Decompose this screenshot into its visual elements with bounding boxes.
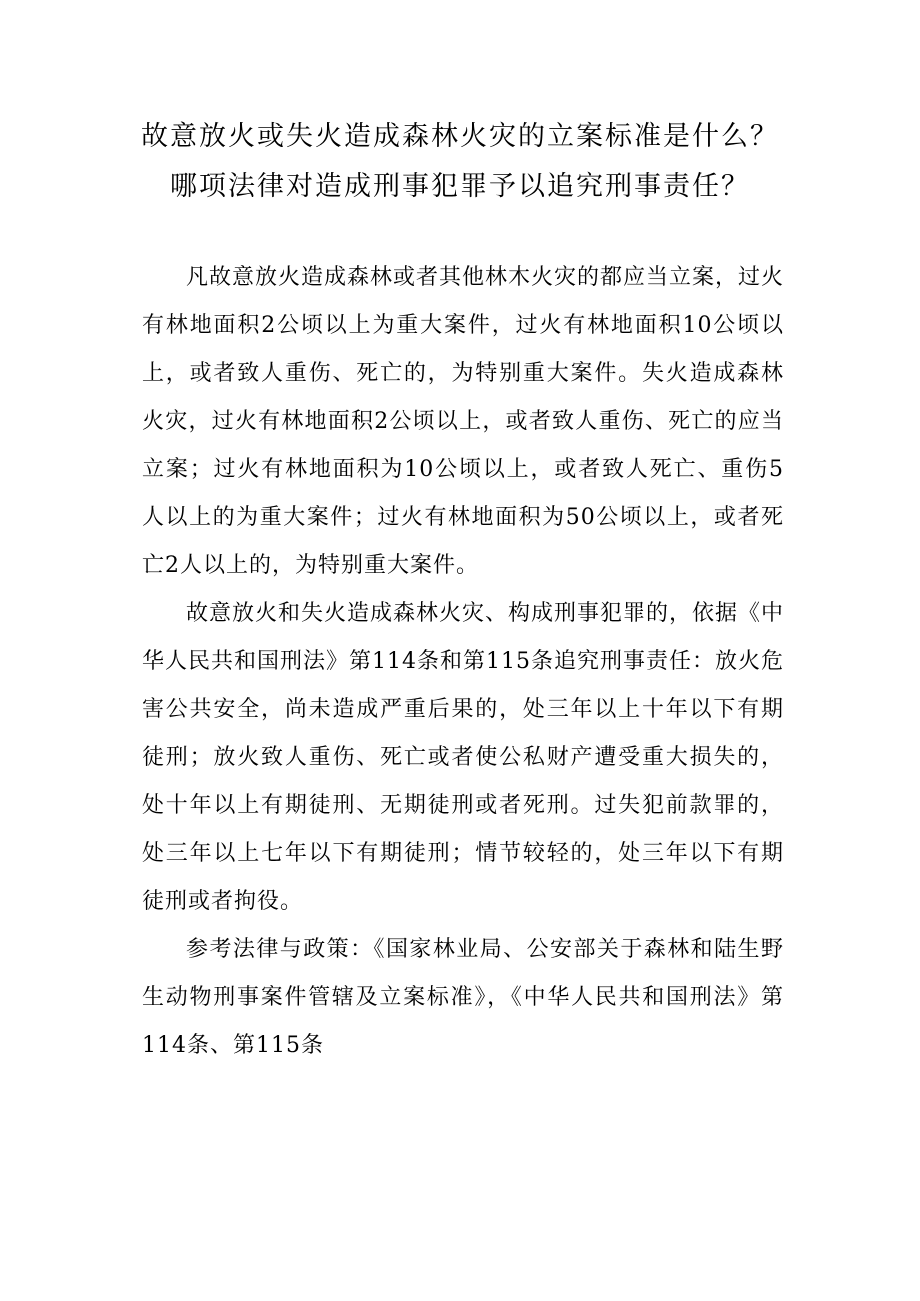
document-body bbox=[142, 254, 784, 1070]
title-line-1: 故意放火或失火造成森林火灾的立案标准是什么？ bbox=[141, 121, 779, 152]
title-line-2: 哪项法律对造成刑事犯罪予以追究刑事责任？ bbox=[170, 171, 750, 202]
paragraph-references: 参考法律与政策：《国家林业局、公安部关于森林和陆生野生动物刑事案件管辖及立案标准》，《中华人民共和国刑法》第114条、第115条 bbox=[142, 937, 784, 1058]
paragraph-criminal-liability: 故意放火和失火造成森林火灾、构成刑事犯罪的，依据《中华人民共和国刑法》第114条和第115条追究刑事责任：放火危害公共安全，尚未造成严重后果的，处三年以上十年以下有期徒刑；放火致人重伤、死亡或者使公私财产遭受重大损失的，处十年以上有期徒刑、无期徒刑或者死刑。过失犯前款罪的，处三年以上七年以下有期徒刑；情节较轻的，处三年以下有期徒刑或者拘役。 bbox=[142, 601, 785, 914]
document-title bbox=[100, 112, 820, 212]
paragraph-filing-standards: 凡故意放火造成森林或者其他林木火灾的都应当立案，过火有林地面积2公顷以上为重大案件，过火有林地面积10公顷以上，或者致人重伤、死亡的，为特别重大案件。失火造成森林火灾，过火有林地面积2公顷以上，或者致人重伤、死亡的应当立案；过火有林地面积为10公顷以上，或者致人死亡、重伤5人以上的为重大案件；过火有林地面积为50公顷以上，或者死亡2人以上的，为特别重大案件。 bbox=[142, 265, 785, 578]
